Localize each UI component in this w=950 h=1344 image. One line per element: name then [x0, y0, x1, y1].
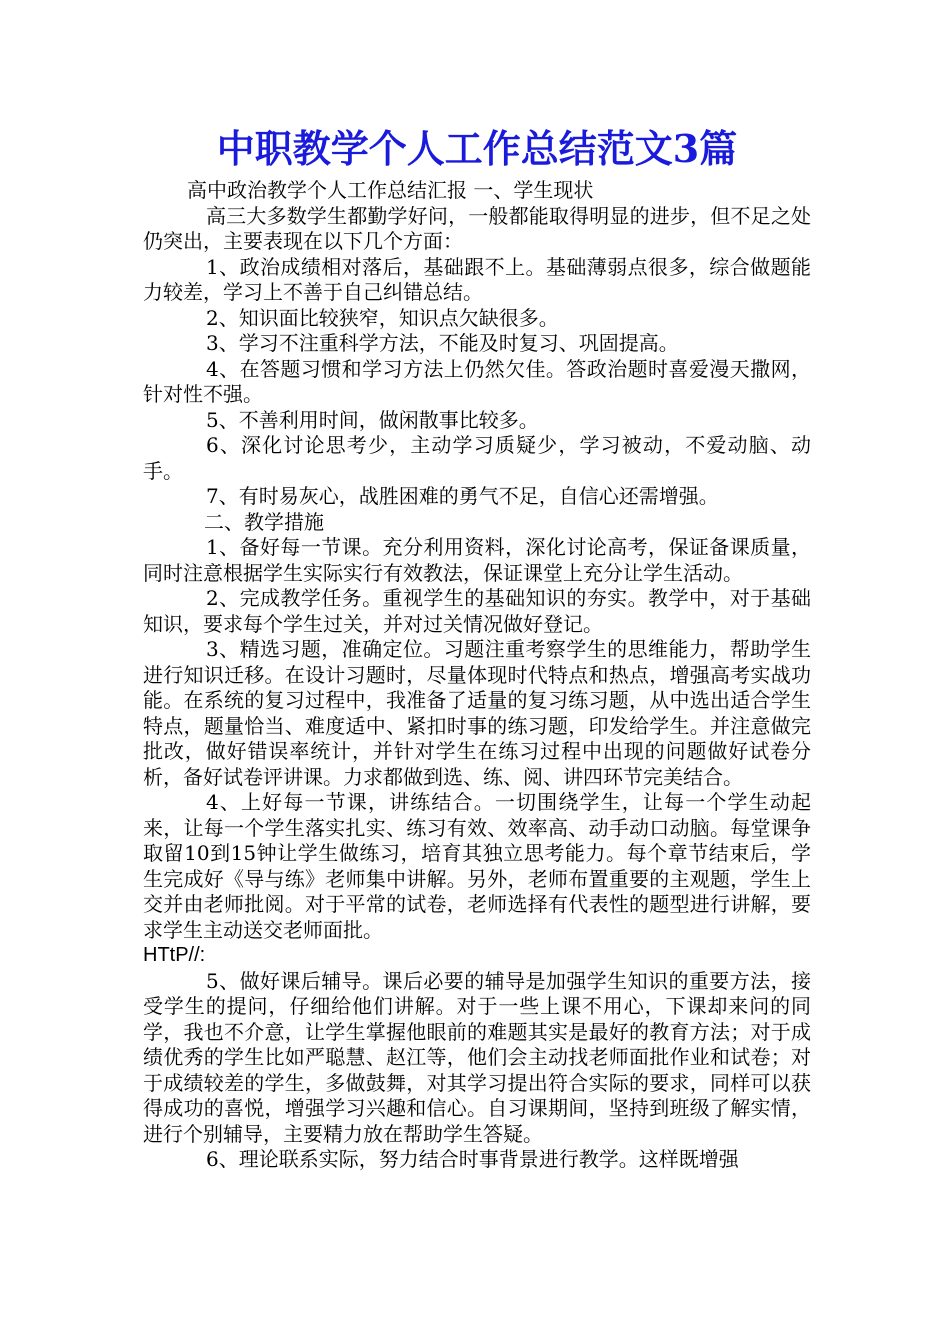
paragraph: 7、有时易灰心，战胜困难的勇气不足，自信心还需增强。: [206, 484, 719, 508]
paragraph: 2、知识面比较狭窄，知识点欠缺很多。: [206, 305, 559, 330]
paragraph: 3、精选习题，准确定位。习题注重考察学生的思维能力，帮助学生进行知识迁移。在设计习题时，尽量体现时代特点和热点，增强高考实战功能。在系统的复习过程中，我准备了适量的复习练习题，从中选出适合学生特点，题量恰当、难度适中、紧扣时事的练习题，印发给学生。并注意做完批改，做好错误率统计，并针对学生在练习过程中出现的问题做好试卷分析，备好试卷评讲课。力求都做到选、练、阅、讲四环节完美结合。: [143, 637, 811, 789]
paragraph: 高三大多数学生都勤学好问，一般都能取得明显的进步，但不足之处仍突出，主要表现在以下几个方面：: [143, 203, 811, 253]
document-title: 中职教学个人工作总结范文3篇: [216, 126, 738, 171]
paragraph: 1、政治成绩相对落后，基础跟不上。基础薄弱点很多，综合做题能力较差，学习上不善于自己纠错总结。: [143, 254, 811, 304]
document-page: [143, 122, 811, 1173]
document-subtitle: 高中政治教学个人工作总结汇报 一、学生现状: [187, 178, 594, 202]
url-fragment: HTtP//:: [143, 944, 206, 966]
paragraph: 5、不善利用时间，做闲散事比较多。: [206, 407, 539, 432]
paragraph: 6、理论联系实际，努力结合时事背景进行教学。这样既增强: [206, 1147, 739, 1171]
paragraph: 4、在答题习惯和学习方法上仍然欠佳。答政治题时喜爱漫天撒网，针对性不强。: [143, 356, 811, 406]
section-heading: 二、教学措施: [204, 509, 324, 534]
paragraph: 6、深化讨论思考少，主动学习质疑少，学习被动，不爱动脑、动手。: [143, 433, 811, 483]
paragraph: 2、完成教学任务。重视学生的基础知识的夯实。教学中，对于基础知识，要求每个学生过关，并对过关情况做好登记。: [143, 586, 811, 636]
paragraph: 4、上好每一节课，讲练结合。一切围绕学生，让每一个学生动起来，让每一个学生落实扎实、练习有效、效率高、动手动口动脑。每堂课争取留10到15钟让学生做练习，培育其独立思考能力。每个章节结束后，学生完成好《导与练》老师集中讲解。另外，老师布置重要的主观题，学生上交并由老师批阅。对于平常的试卷，老师选择有代表性的题型进行讲解，要求学生主动送交老师面批。: [143, 790, 811, 942]
paragraph: 3、学习不注重科学方法，不能及时复习、巩固提高。: [206, 331, 679, 355]
paragraph: 1、备好每一节课。充分利用资料，深化讨论高考，保证备课质量，同时注意根据学生实际实行有效教法，保证课堂上充分让学生活动。: [143, 535, 811, 585]
paragraph: 5、做好课后辅导。课后必要的辅导是加强学生知识的重要方法，接受学生的提问，仔细给他们讲解。对于一些上课不用心，下课却来问的同学，我也不介意，让学生掌握他眼前的难题其实是最好的教育方法；对于成绩优秀的学生比如严聪慧、赵江等，他们会主动找老师面批作业和试卷；对于成绩较差的学生，多做鼓舞，对其学习提出符合实际的要求，同样可以获得成功的喜悦，增强学习兴趣和信心。自习课期间，坚持到班级了解实情，进行个别辅导，主要精力放在帮助学生答疑。: [143, 968, 811, 1146]
